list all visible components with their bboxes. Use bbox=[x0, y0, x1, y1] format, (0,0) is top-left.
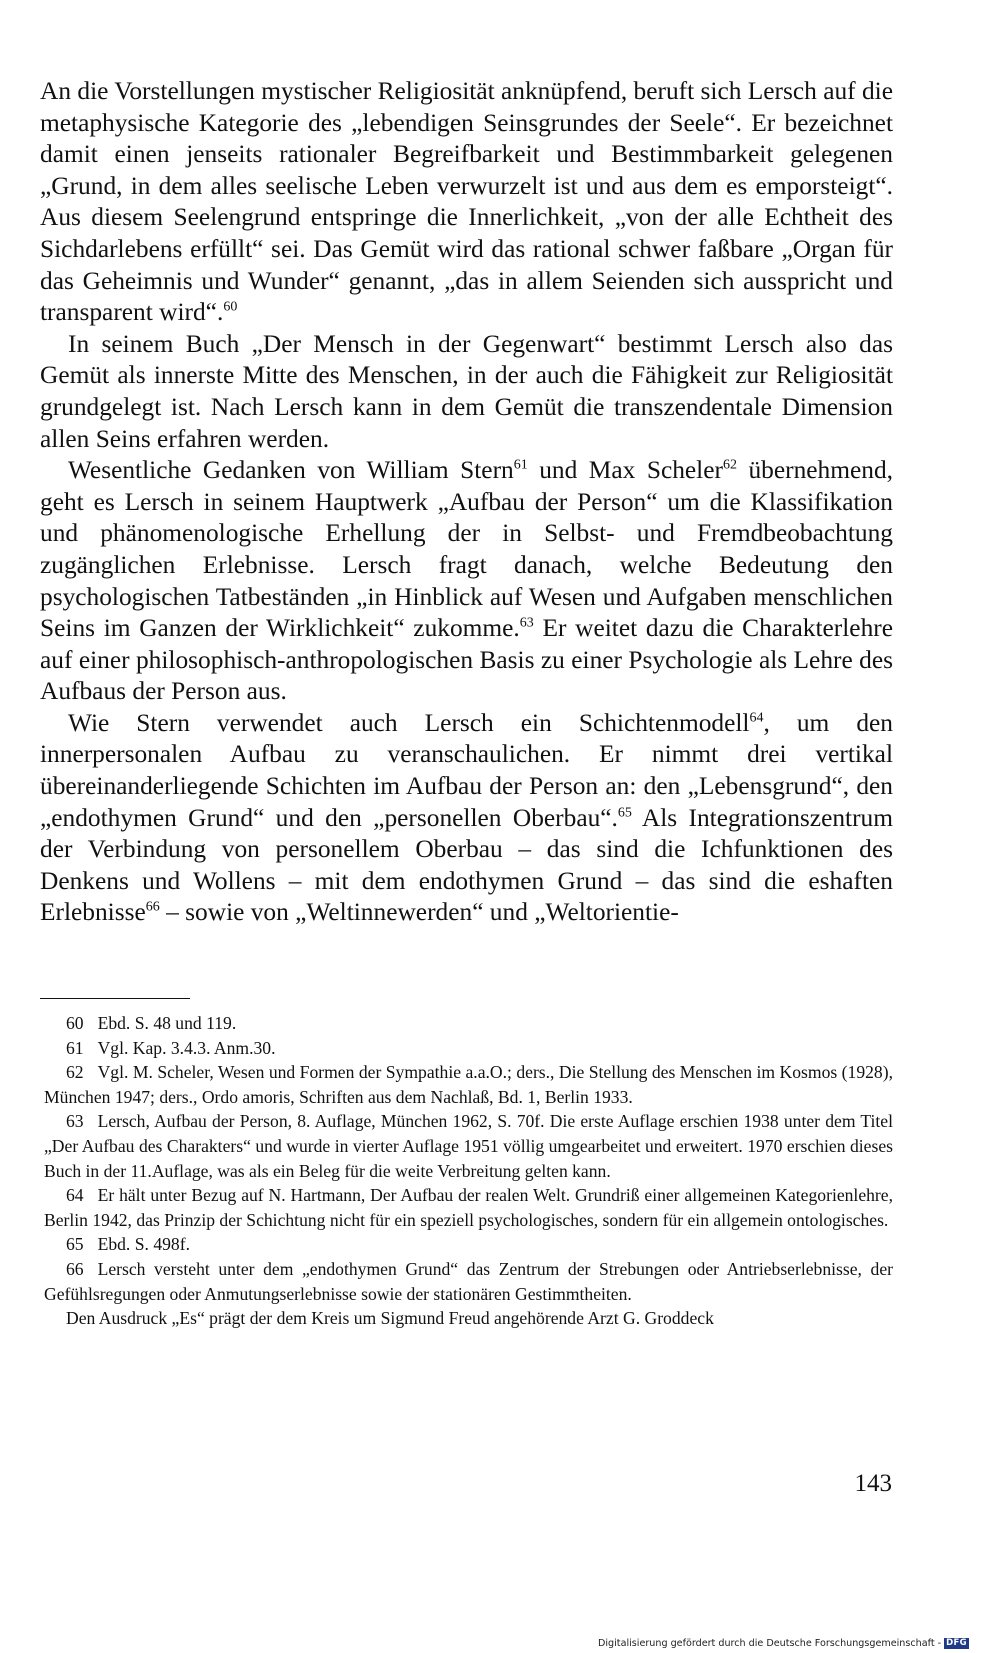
text-run: Als Integrationszentrum der Verbindung von personellem Oberbau – das sind die Ichfunktionen des Denkens und Wollens – mit dem endothymen Grund – das sind die eshaften Erlebnisse bbox=[40, 803, 893, 927]
text-run: Wesentliche Gedanken von William Stern bbox=[68, 456, 514, 485]
footnote-text: Vgl. Kap. 3.4.3. Anm.30. bbox=[97, 1037, 276, 1058]
footnote-number: 65 bbox=[66, 1234, 84, 1255]
footnote-number: 63 bbox=[66, 1111, 84, 1132]
credit-text: Digitalisierung gefördert durch die Deutsche Forschungsgemeinschaft - bbox=[598, 1637, 942, 1649]
paragraph bbox=[40, 455, 893, 708]
footnote-text: Vgl. M. Scheler, Wesen und Formen der Sympathie a.a.O.; ders., Die Stellung des Menschen im Kosmos (1928), München 1947; ders., Ordo amoris, Schriften aus dem Nachlaß, Bd. 1, Berlin 1933. bbox=[44, 1062, 893, 1107]
footnote bbox=[44, 1232, 893, 1257]
page-number: 143 bbox=[854, 1470, 892, 1497]
footnote bbox=[44, 1109, 893, 1183]
text-run: – sowie von „Weltinnewerden“ und „Weltorientie- bbox=[159, 898, 679, 927]
digitization-credit bbox=[598, 1636, 983, 1650]
footnote-ref: 61 bbox=[513, 457, 528, 473]
footnote-number: 64 bbox=[66, 1185, 84, 1206]
footnote bbox=[44, 1257, 893, 1306]
footnote-number: 66 bbox=[66, 1258, 84, 1279]
text-run: In seinem Buch „Der Mensch in der Gegenwart“ bestimmt Lersch also das Gemüt als innerste Mitte des Menschen, in der auch die Fähigkeit zur Religiosität grundgelegt ist. Nach Lersch kann in dem Gemüt die transzendentale Dimension allen Seins erfahren werden. bbox=[40, 329, 893, 453]
footnote-ref: 62 bbox=[722, 457, 737, 473]
footnote-ref: 65 bbox=[617, 805, 632, 821]
footnote-continuation bbox=[44, 1306, 893, 1331]
footnote-text: Lersch versteht unter dem „endothymen Grund“ das Zentrum der Strebungen oder Antriebserlebnisse, der Gefühlsregungen oder Anmutungserlebnisse sowie der stationären Gestimmtheiten. bbox=[44, 1258, 893, 1304]
footnote-number: 60 bbox=[66, 1013, 84, 1033]
footnote bbox=[44, 1011, 893, 1036]
footnote bbox=[44, 1036, 893, 1061]
footnote-text: Er hält unter Bezug auf N. Hartmann, Der Aufbau der realen Welt. Grundriß einer allgemeinen Kategorienlehre, Berlin 1942, das Prinzip der Schichtung nicht für ein speziell psychologisches, sondern für ein allgemein ontologisches. bbox=[44, 1185, 893, 1230]
footnote-text: Lersch, Aufbau der Person, 8. Auflage, München 1962, S. 70f. Die erste Auflage erschien 1938 unter dem Titel „Der Aufbau des Charakters“ und wurde in vierter Auflage 1951 völlig umgearbeitet und erweitert. 1970 erschien dieses Buch in der 11.Auflage, was als ein Beleg für die weite Verbreitung gelten kann. bbox=[44, 1111, 893, 1181]
footnote-text: Ebd. S. 48 und 119. bbox=[97, 1013, 237, 1033]
footnotes bbox=[44, 1011, 893, 1331]
text-run: , um den innerpersonalen Aufbau zu veranschaulichen. Er nimmt drei vertikal übereinanderliegende Schichten im Aufbau der Person an: den „Lebensgrund“, den „endothymen Grund“ und den „personellen Oberbau“. bbox=[40, 708, 893, 832]
text-run: An die Vorstellungen mystischer Religiosität anknüpfend, beruft sich Lersch auf die metaphysische Kategorie des „lebendigen Seinsgrundes der Seele“. Er bezeichnet damit einen jenseits rationaler Begreifbarkeit und Bestimmbarkeit gelegenen „Grund, in dem alles seelische Leben verwurzelt ist und aus dem es emporsteigt“. Aus diesem Seelengrund entspringe die Innerlichkeit, „von der alle Echtheit des Sichdarlebens erfüllt“ sei. Das Gemüt wird das rational schwer faßbare „Organ für das Geheimnis und Wunder“ genannt, „das in allem Seienden sich ausspricht und transparent wird“. bbox=[40, 77, 893, 327]
paragraph bbox=[40, 708, 893, 929]
text-run: Wie Stern verwendet auch Lersch ein Schichtenmodell bbox=[68, 708, 750, 737]
footnote-text: Ebd. S. 498f. bbox=[97, 1234, 190, 1255]
footnote-ref: 63 bbox=[519, 615, 534, 631]
dfg-logo: DFG bbox=[946, 1637, 967, 1648]
footnote-number: 61 bbox=[66, 1037, 84, 1058]
footnote-ref: 60 bbox=[223, 299, 238, 315]
paragraph bbox=[40, 76, 893, 329]
text-run: und Max Scheler bbox=[527, 456, 723, 485]
footnote-number: 62 bbox=[66, 1062, 84, 1083]
paragraph bbox=[40, 329, 893, 455]
main-text bbox=[40, 76, 893, 929]
footnote-text: Den Ausdruck „Es“ prägt der dem Kreis um Sigmund Freud angehörende Arzt G. Groddeck bbox=[66, 1308, 714, 1329]
footnote-ref: 64 bbox=[749, 710, 764, 726]
text-run: Er weitet dazu die Charakterlehre auf einer philosophisch-anthropologischen Basis zu einer Psychologie als Lehre des Aufbaus der Person aus. bbox=[40, 614, 893, 706]
footnote-divider bbox=[40, 998, 190, 999]
footnote-ref: 66 bbox=[145, 899, 160, 915]
footnote bbox=[44, 1060, 893, 1109]
text-run: übernehmend, geht es Lersch in seinem Hauptwerk „Aufbau der Person“ um die Klassifikation und phänomenologische Erhellung der in Selbst- und Fremdbeobachtung zugänglichen Erlebnisse. Lersch fragt danach, welche Bedeutung den psychologischen Tatbeständen „in Hinblick auf Wesen und Aufgaben menschlichen Seins im Ganzen der Wirklichkeit“ zukomme. bbox=[40, 456, 893, 643]
footnote bbox=[44, 1183, 893, 1232]
